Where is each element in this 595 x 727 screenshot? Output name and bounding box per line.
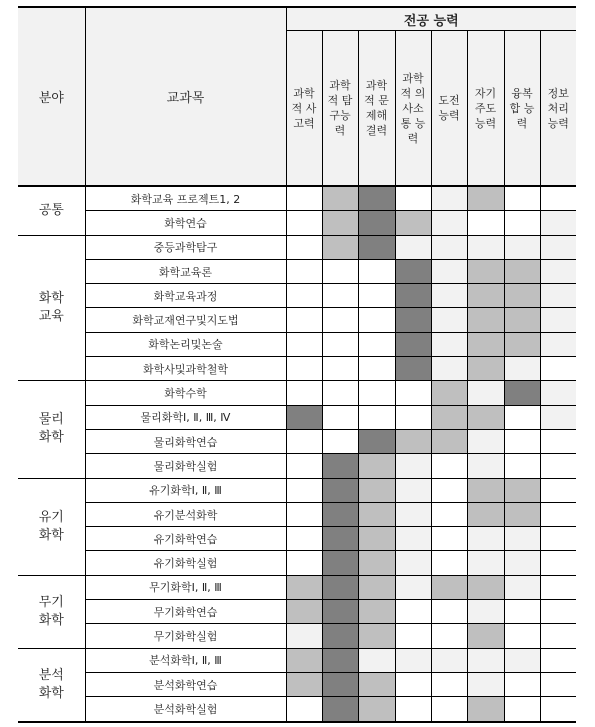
competency-level-cell [358,697,395,722]
competency-level-cell [286,454,322,478]
competency-level-cell [540,454,576,478]
competency-level-cell [395,186,431,211]
competency-label: 과학 적 탐 구능 력 [327,79,353,137]
competency-level-cell [431,527,467,551]
competency-level-cell [431,575,467,599]
course-name: 유기화학실험 [85,551,286,575]
table-row [18,405,576,429]
table-row [18,381,576,405]
competency-level-cell [286,429,322,453]
competency-title: 전공 능력 [286,7,576,31]
competency-level-cell [431,332,467,356]
competency-level-cell [467,454,504,478]
competency-level-cell [395,332,431,356]
table-row [18,672,576,696]
course-name: 무기화학실험 [85,624,286,648]
competency-level-cell [286,478,322,502]
table-row [18,284,576,308]
competency-level-cell [322,672,358,696]
table-row [18,429,576,453]
competency-level-cell [431,478,467,502]
competency-level-cell [286,186,322,211]
competency-level-cell [467,624,504,648]
competency-header [504,31,540,187]
table-row [18,575,576,599]
competency-level-cell [467,308,504,332]
competency-level-cell [395,454,431,478]
competency-level-cell [504,211,540,235]
competency-level-cell [286,381,322,405]
competency-level-cell [395,284,431,308]
competency-level-cell [540,186,576,211]
competency-level-cell [322,357,358,381]
competency-level-cell [358,357,395,381]
field-label: 화학 교육 [38,290,64,324]
competency-level-cell [504,551,540,575]
competency-level-cell [286,648,322,672]
competency-level-cell [286,211,322,235]
competency-level-cell [395,575,431,599]
course-name: 물리화학연습 [85,429,286,453]
competency-level-cell [322,405,358,429]
competency-level-cell [322,624,358,648]
competency-level-cell [395,235,431,259]
competency-level-cell [467,211,504,235]
competency-level-cell [431,454,467,478]
competency-level-cell [322,551,358,575]
course-name: 무기화학Ⅰ, Ⅱ, Ⅲ [85,575,286,599]
table-row [18,551,576,575]
competency-level-cell [358,429,395,453]
course-name: 화학논리및논술 [85,332,286,356]
competency-level-cell [358,381,395,405]
competency-level-cell [431,284,467,308]
competency-level-cell [358,211,395,235]
field-cell [18,478,85,575]
field-cell [18,381,85,478]
competency-header [431,31,467,187]
course-name: 유기분석화학 [85,502,286,526]
table-row [18,211,576,235]
competency-level-cell [322,575,358,599]
competency-level-cell [431,381,467,405]
competency-level-cell [467,235,504,259]
competency-level-cell [540,259,576,283]
competency-level-cell [358,308,395,332]
competency-level-cell [358,551,395,575]
competency-level-cell [467,600,504,624]
field-label: 무기 화학 [38,594,64,628]
table-row [18,454,576,478]
field-label: 유기 화학 [38,509,64,543]
competency-level-cell [395,624,431,648]
competency-level-cell [540,308,576,332]
competency-label: 도전 능력 [438,94,460,122]
competency-level-cell [395,259,431,283]
competency-level-cell [504,332,540,356]
competency-level-cell [358,575,395,599]
competency-level-cell [395,211,431,235]
competency-level-cell [467,575,504,599]
competency-level-cell [286,259,322,283]
table-row [18,259,576,283]
course-name: 화학교육과정 [85,284,286,308]
competency-level-cell [322,478,358,502]
competency-header [286,31,322,187]
competency-level-cell [322,502,358,526]
competency-level-cell [504,502,540,526]
competency-level-cell [286,527,322,551]
competency-level-cell [540,624,576,648]
competency-level-cell [322,259,358,283]
course-name: 화학사및과학철학 [85,357,286,381]
competency-level-cell [540,672,576,696]
competency-level-cell [358,454,395,478]
table-row [18,186,576,211]
competency-level-cell [431,235,467,259]
course-name: 무기화학연습 [85,600,286,624]
table-row [18,648,576,672]
course-name: 화학교육 프로젝트1, 2 [85,186,286,211]
table-row [18,308,576,332]
competency-level-cell [395,697,431,722]
competency-level-cell [286,284,322,308]
competency-level-cell [467,527,504,551]
competency-level-cell [467,697,504,722]
course-name: 물리화학Ⅰ, Ⅱ, Ⅲ, Ⅳ [85,405,286,429]
competency-label: 과학 적 문 제해 결력 [364,79,389,137]
competency-level-cell [358,284,395,308]
competency-level-cell [322,332,358,356]
competency-level-cell [286,308,322,332]
competency-matrix-table [18,6,576,723]
competency-level-cell [322,429,358,453]
competency-level-cell [358,600,395,624]
competency-level-cell [322,235,358,259]
competency-label: 융복 합 능 력 [509,86,535,130]
course-name: 중등과학탐구 [85,235,286,259]
competency-level-cell [540,502,576,526]
course-name: 화학교재연구및지도법 [85,308,286,332]
competency-level-cell [286,672,322,696]
competency-level-cell [395,600,431,624]
competency-label: 자기 주도 능력 [474,86,497,130]
competency-level-cell [540,697,576,722]
competency-level-cell [504,308,540,332]
competency-level-cell [504,429,540,453]
competency-level-cell [504,527,540,551]
competency-level-cell [540,478,576,502]
table-row [18,357,576,381]
competency-level-cell [467,284,504,308]
competency-level-cell [431,502,467,526]
competency-level-cell [431,405,467,429]
competency-level-cell [504,284,540,308]
course-name: 분석화학연습 [85,672,286,696]
table-row [18,527,576,551]
competency-header [395,31,431,187]
competency-level-cell [467,672,504,696]
field-cell [18,575,85,648]
table-row [18,697,576,722]
competency-level-cell [467,186,504,211]
header-row-1 [18,7,576,31]
table-row [18,502,576,526]
competency-level-cell [504,357,540,381]
course-name: 화학교육론 [85,259,286,283]
competency-level-cell [322,648,358,672]
competency-level-cell [504,672,540,696]
competency-level-cell [395,648,431,672]
competency-level-cell [504,259,540,283]
competency-header [467,31,504,187]
competency-level-cell [358,478,395,502]
competency-level-cell [322,211,358,235]
table-body [18,7,576,722]
competency-level-cell [540,648,576,672]
competency-level-cell [431,357,467,381]
competency-level-cell [286,357,322,381]
competency-level-cell [467,429,504,453]
competency-level-cell [322,454,358,478]
competency-level-cell [286,332,322,356]
field-cell [18,648,85,721]
table-row [18,624,576,648]
competency-level-cell [286,502,322,526]
competency-level-cell [504,186,540,211]
competency-header [322,31,358,187]
table-row [18,478,576,502]
competency-level-cell [322,186,358,211]
competency-level-cell [431,672,467,696]
competency-level-cell [467,405,504,429]
competency-level-cell [358,235,395,259]
competency-level-cell [540,211,576,235]
course-name: 물리화학실험 [85,454,286,478]
competency-level-cell [540,357,576,381]
course-name: 분석화학실험 [85,697,286,722]
competency-level-cell [358,502,395,526]
competency-level-cell [540,575,576,599]
competency-level-cell [504,575,540,599]
competency-level-cell [358,405,395,429]
competency-level-cell [286,600,322,624]
competency-level-cell [467,332,504,356]
competency-level-cell [358,672,395,696]
competency-level-cell [431,211,467,235]
competency-level-cell [540,551,576,575]
competency-level-cell [395,551,431,575]
competency-level-cell [431,429,467,453]
competency-level-cell [286,235,322,259]
competency-level-cell [467,551,504,575]
competency-level-cell [395,357,431,381]
competency-level-cell [504,648,540,672]
competency-level-cell [322,697,358,722]
competency-level-cell [504,235,540,259]
competency-level-cell [467,478,504,502]
competency-level-cell [504,697,540,722]
competency-level-cell [395,381,431,405]
field-cell [18,235,85,381]
competency-label: 과학 적 사 고력 [291,86,317,130]
competency-label: 정보 처리 능력 [547,86,569,130]
course-name: 분석화학Ⅰ, Ⅱ, Ⅲ [85,648,286,672]
competency-level-cell [431,624,467,648]
competency-level-cell [467,502,504,526]
competency-level-cell [358,186,395,211]
field-label: 물리 화학 [38,412,64,446]
competency-level-cell [540,381,576,405]
competency-level-cell [431,259,467,283]
competency-level-cell [540,235,576,259]
competency-level-cell [358,259,395,283]
table-row [18,600,576,624]
competency-level-cell [286,697,322,722]
competency-level-cell [431,186,467,211]
competency-level-cell [322,284,358,308]
competency-level-cell [322,527,358,551]
competency-level-cell [395,429,431,453]
competency-level-cell [431,551,467,575]
competency-level-cell [540,405,576,429]
table-row [18,332,576,356]
competency-level-cell [286,405,322,429]
competency-label: 과학 적 의 사소 통 능 력 [400,71,426,145]
competency-level-cell [431,697,467,722]
course-name: 유기화학Ⅰ, Ⅱ, Ⅲ [85,478,286,502]
course-name: 화학연습 [85,211,286,235]
competency-level-cell [467,648,504,672]
course-name: 화학수학 [85,381,286,405]
competency-level-cell [504,405,540,429]
field-label: 분석 화학 [38,667,64,701]
competency-level-cell [431,600,467,624]
competency-level-cell [540,429,576,453]
competency-level-cell [395,527,431,551]
competency-level-cell [504,381,540,405]
competency-level-cell [358,527,395,551]
competency-level-cell [358,332,395,356]
competency-level-cell [395,502,431,526]
field-header: 분야 [18,7,85,186]
competency-level-cell [540,284,576,308]
competency-level-cell [322,600,358,624]
competency-level-cell [395,478,431,502]
competency-level-cell [467,381,504,405]
competency-level-cell [286,575,322,599]
competency-level-cell [358,624,395,648]
table-row [18,235,576,259]
competency-level-cell [395,405,431,429]
competency-level-cell [504,600,540,624]
competency-level-cell [504,624,540,648]
competency-level-cell [431,648,467,672]
competency-level-cell [467,357,504,381]
competency-level-cell [322,381,358,405]
competency-level-cell [395,308,431,332]
field-cell [18,186,85,235]
competency-level-cell [358,648,395,672]
competency-level-cell [286,624,322,648]
course-name: 유기화학연습 [85,527,286,551]
competency-level-cell [467,259,504,283]
competency-level-cell [540,527,576,551]
competency-header [540,31,576,187]
competency-level-cell [322,308,358,332]
field-label: 공통 [38,202,64,218]
competency-header [358,31,395,187]
course-header: 교과목 [85,7,286,186]
competency-level-cell [540,600,576,624]
competency-level-cell [431,308,467,332]
competency-level-cell [504,454,540,478]
competency-level-cell [395,672,431,696]
competency-level-cell [540,332,576,356]
competency-level-cell [286,551,322,575]
competency-level-cell [504,478,540,502]
